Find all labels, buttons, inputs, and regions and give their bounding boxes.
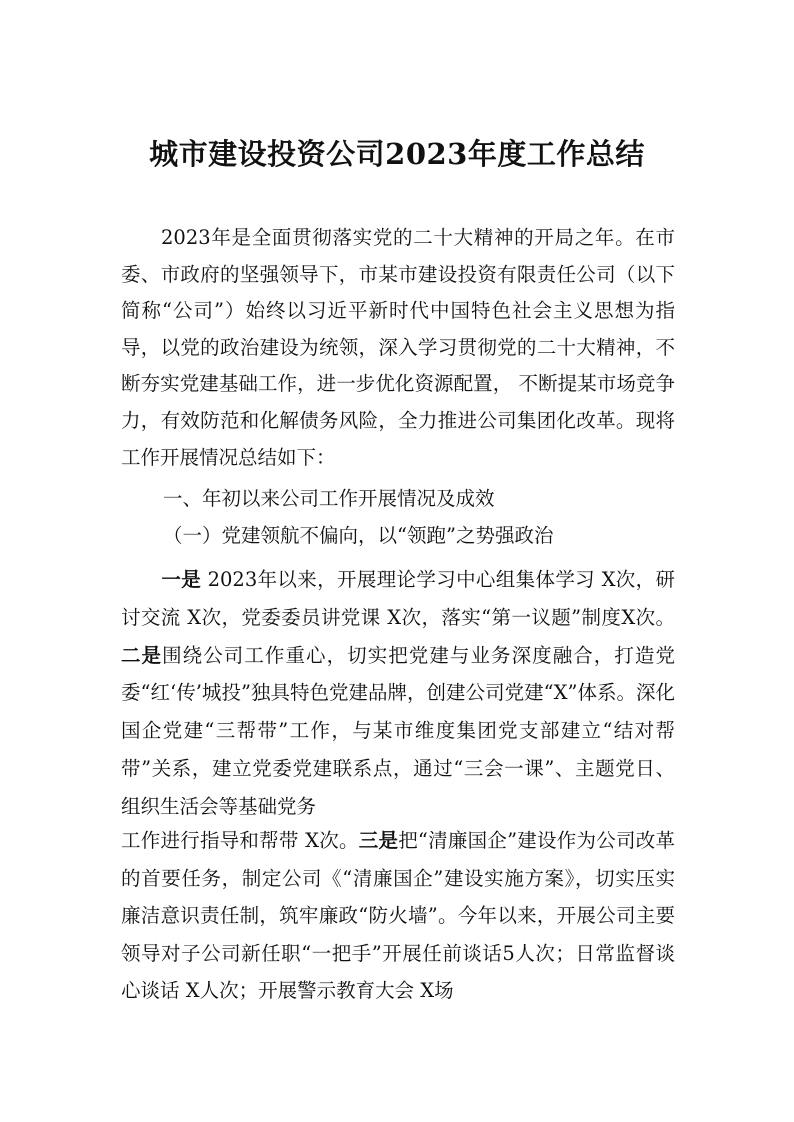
main-text-second: 围绕公司工作重心，切实把党建与业务深度融合，打造党委“红‘传’城投”独具特色党建品牌，创建公司党建“X”体系。深化国企党建“三帮带”工作，与某市维度集团党支部建立“结对帮带”关系，建立党委党建联系点，通过“三会一课”、主题党日、组织生活会等基础党务 [121,643,675,818]
section-heading: 一、年初以来公司工作开展情况及成效 [163,487,495,510]
bold-lead-first: 一是 [161,568,202,591]
continuation-text-first: 工作进行指导和帮带 X次。 [121,829,359,852]
main-paragraph [121,561,675,826]
main-text-first: 2023年以来，开展理论学习中心组集体学习 X次，研讨交流 X次，党委委员讲党课 X次，落实“第一议题”制度X次。 [121,568,675,629]
bold-lead-third: 三是 [358,829,399,852]
subsection-heading: （一）党建领航不偏向，以“领跑”之势强政治 [163,524,554,547]
continuation-paragraph [121,822,675,1010]
bold-lead-second: 二是 [121,643,163,667]
continuation-text-second: 把“清廉国企”建设作为公司改革的首要任务，制定公司《“清廉国企”建设实施方案》，切实压实廉洁意识责任制，筑牢廉政“防火墙”。今年以来，开展公司主要领导对子公司新任职“一把手”开展任前谈话5人次；日常监督谈心谈话 X人次；开展警示教育大会 X场 [121,829,675,1002]
document-title: 城市建设投资公司2023年度工作总结 [149,137,645,171]
intro-paragraph: 2023年是全面贯彻落实党的二十大精神的开局之年。在市委、市政府的坚强领导下，市某市建设投资有限责任公司（以下简称“公司”）始终以习近平新时代中国特色社会主义思想为指导，以党的政治建设为统领，深入学习贯彻党的二十大精神，不断夯实党建基础工作，进一步优化资源配置， 不断提某市场竞争力，有效防范和化解债务风险，全力推进公司集团化改革。现将工作开展情况总结如下： [121,226,675,469]
